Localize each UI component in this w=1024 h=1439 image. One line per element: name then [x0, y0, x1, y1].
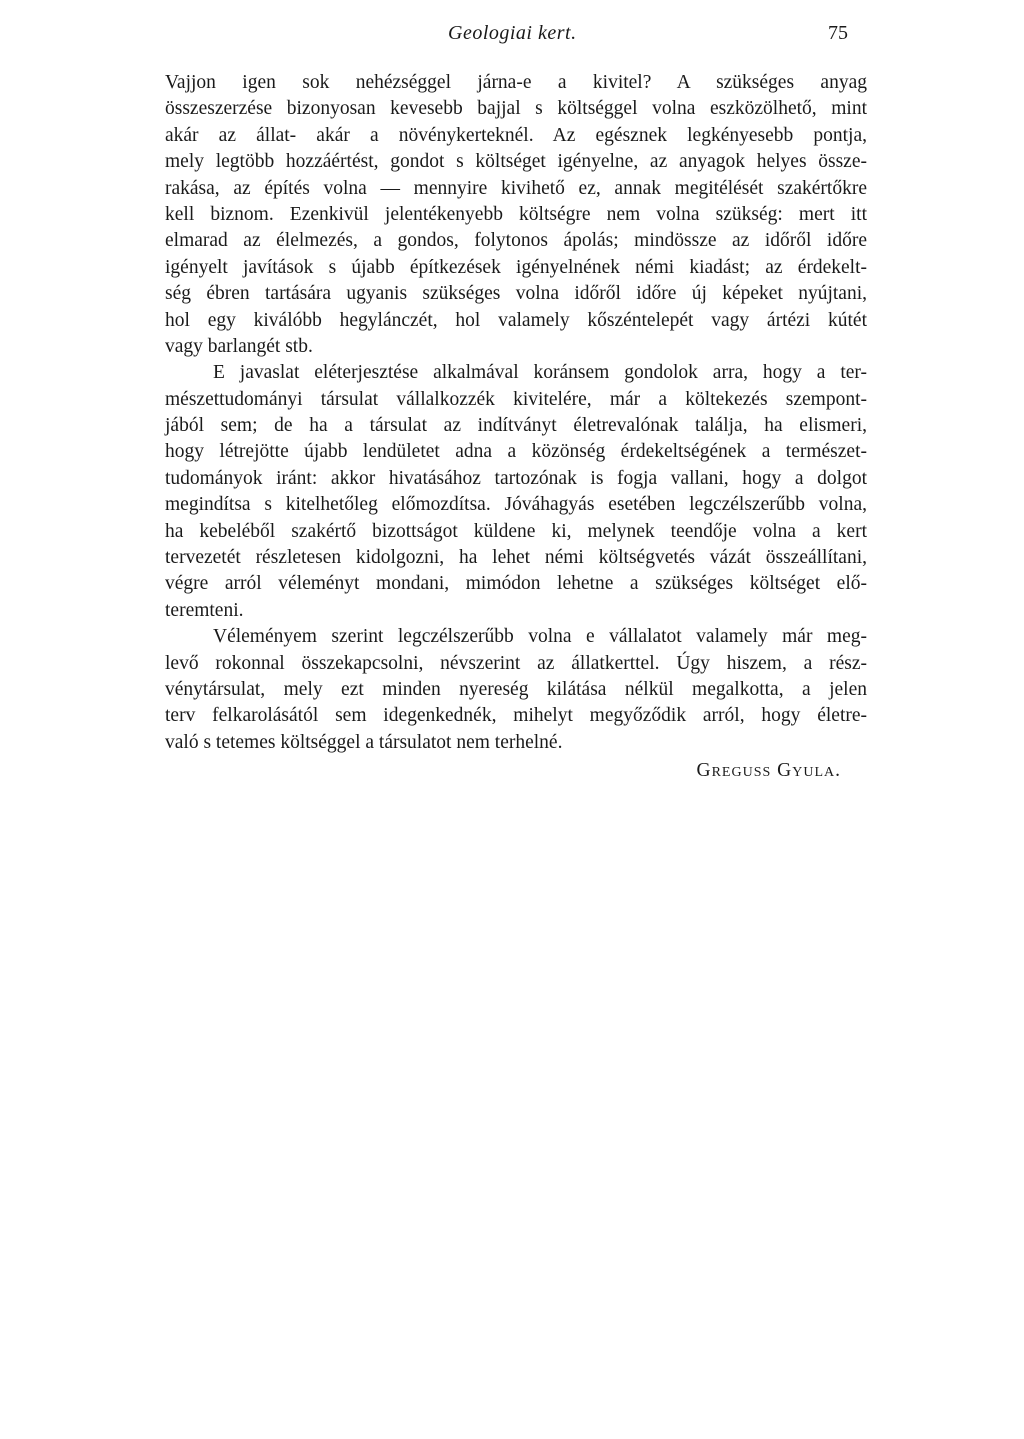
- text-line: akár az állat- akár a növénykerteknél. Az egésznek legkényesebb pontja,: [165, 124, 867, 146]
- text-line: való s tetemes költséggel a társulatot nem terhelné.: [165, 731, 563, 753]
- text-line: rakása, az építés volna — mennyire kivihető ez, annak megitélését szakértőkre: [165, 177, 867, 199]
- text-line: E javaslat eléterjesztése alkalmával koránsem gondolok arra, hogy a ter-: [213, 362, 867, 384]
- text-line: Vajjon igen sok nehézséggel járna-e a kivitel? A szükséges anyag: [165, 72, 867, 93]
- text-line: végre arról véleményt mondani, mimódon lehetne a szükséges költséget elő-: [165, 573, 867, 595]
- text-line: levő rokonnal összekapcsolni, névszerint az állatkerttel. Úgy hiszem, a rész-: [165, 652, 867, 674]
- text-line: ha kebeléből szakértő bizottságot küldene ki, melynek teendője volna a kert: [165, 520, 867, 542]
- text-line: mely legtöbb hozzáértést, gondot s költséget igényelne, az anyagok helyes össze-: [165, 151, 867, 173]
- text-line: jából sem; de ha a társulat az indítványt életrevalónak találja, ha elismeri,: [165, 415, 867, 437]
- text-line: vagy barlangét stb.: [165, 335, 313, 357]
- body-text: [165, 70, 867, 786]
- text-line: tervezetét részletesen kidolgozni, ha lehet némi költségvetés vázát összeállítani,: [165, 547, 867, 569]
- text-line: terv felkarolásától sem idegenkednék, mihelyt megyőződik arról, hogy életre-: [165, 705, 867, 727]
- author-signature: Greguss Gyula.: [696, 760, 841, 782]
- text-line: kell biznom. Ezenkivül jelentékenyebb költségre nem volna szükség: mert itt: [165, 203, 867, 225]
- text-line: összeszerzése bizonyosan kevesebb bajjal s költséggel volna eszközölhető, mint: [165, 98, 867, 120]
- text-line: Véleményem szerint legczélszerűbb volna e vállalatot valamely már meg-: [213, 626, 867, 648]
- text-line: megindítsa s kitelhetőleg előmozdítsa. Jóváhagyás esetében legczélszerűbb volna,: [165, 494, 867, 516]
- text-line: igényelt javítások s újabb építkezések igényelnének némi kiadást; az érdekelt-: [165, 256, 867, 278]
- text-line: hol egy kiválóbb hegylánczét, hol valamely kőszéntelepét vagy ártézi kútét: [165, 309, 867, 331]
- page-number: 75: [828, 22, 848, 44]
- text-line: vénytársulat, mely ezt minden nyereség kilátása nélkül megalkotta, a jelen: [165, 678, 867, 700]
- running-title: Geologiai kert.: [448, 22, 577, 44]
- text-line: elmarad az élelmezés, a gondos, folytonos ápolás; mindössze az időről időre: [165, 230, 867, 252]
- text-line: hogy létrejötte újabb lendületet adna a közönség érdekeltségének a természet-: [165, 441, 867, 463]
- text-line: tudományok iránt: akkor hivatásához tartozónak is fogja vallani, hogy a dolgot: [165, 467, 867, 489]
- text-line: teremteni.: [165, 599, 244, 621]
- text-line: ség ébren tartására ugyanis szükséges volna időről időre új képeket nyújtani,: [165, 283, 867, 305]
- running-head: [0, 22, 1024, 62]
- text-line: mészettudományi társulat vállalkozzék kivitelére, már a költekezés szempont-: [165, 388, 867, 410]
